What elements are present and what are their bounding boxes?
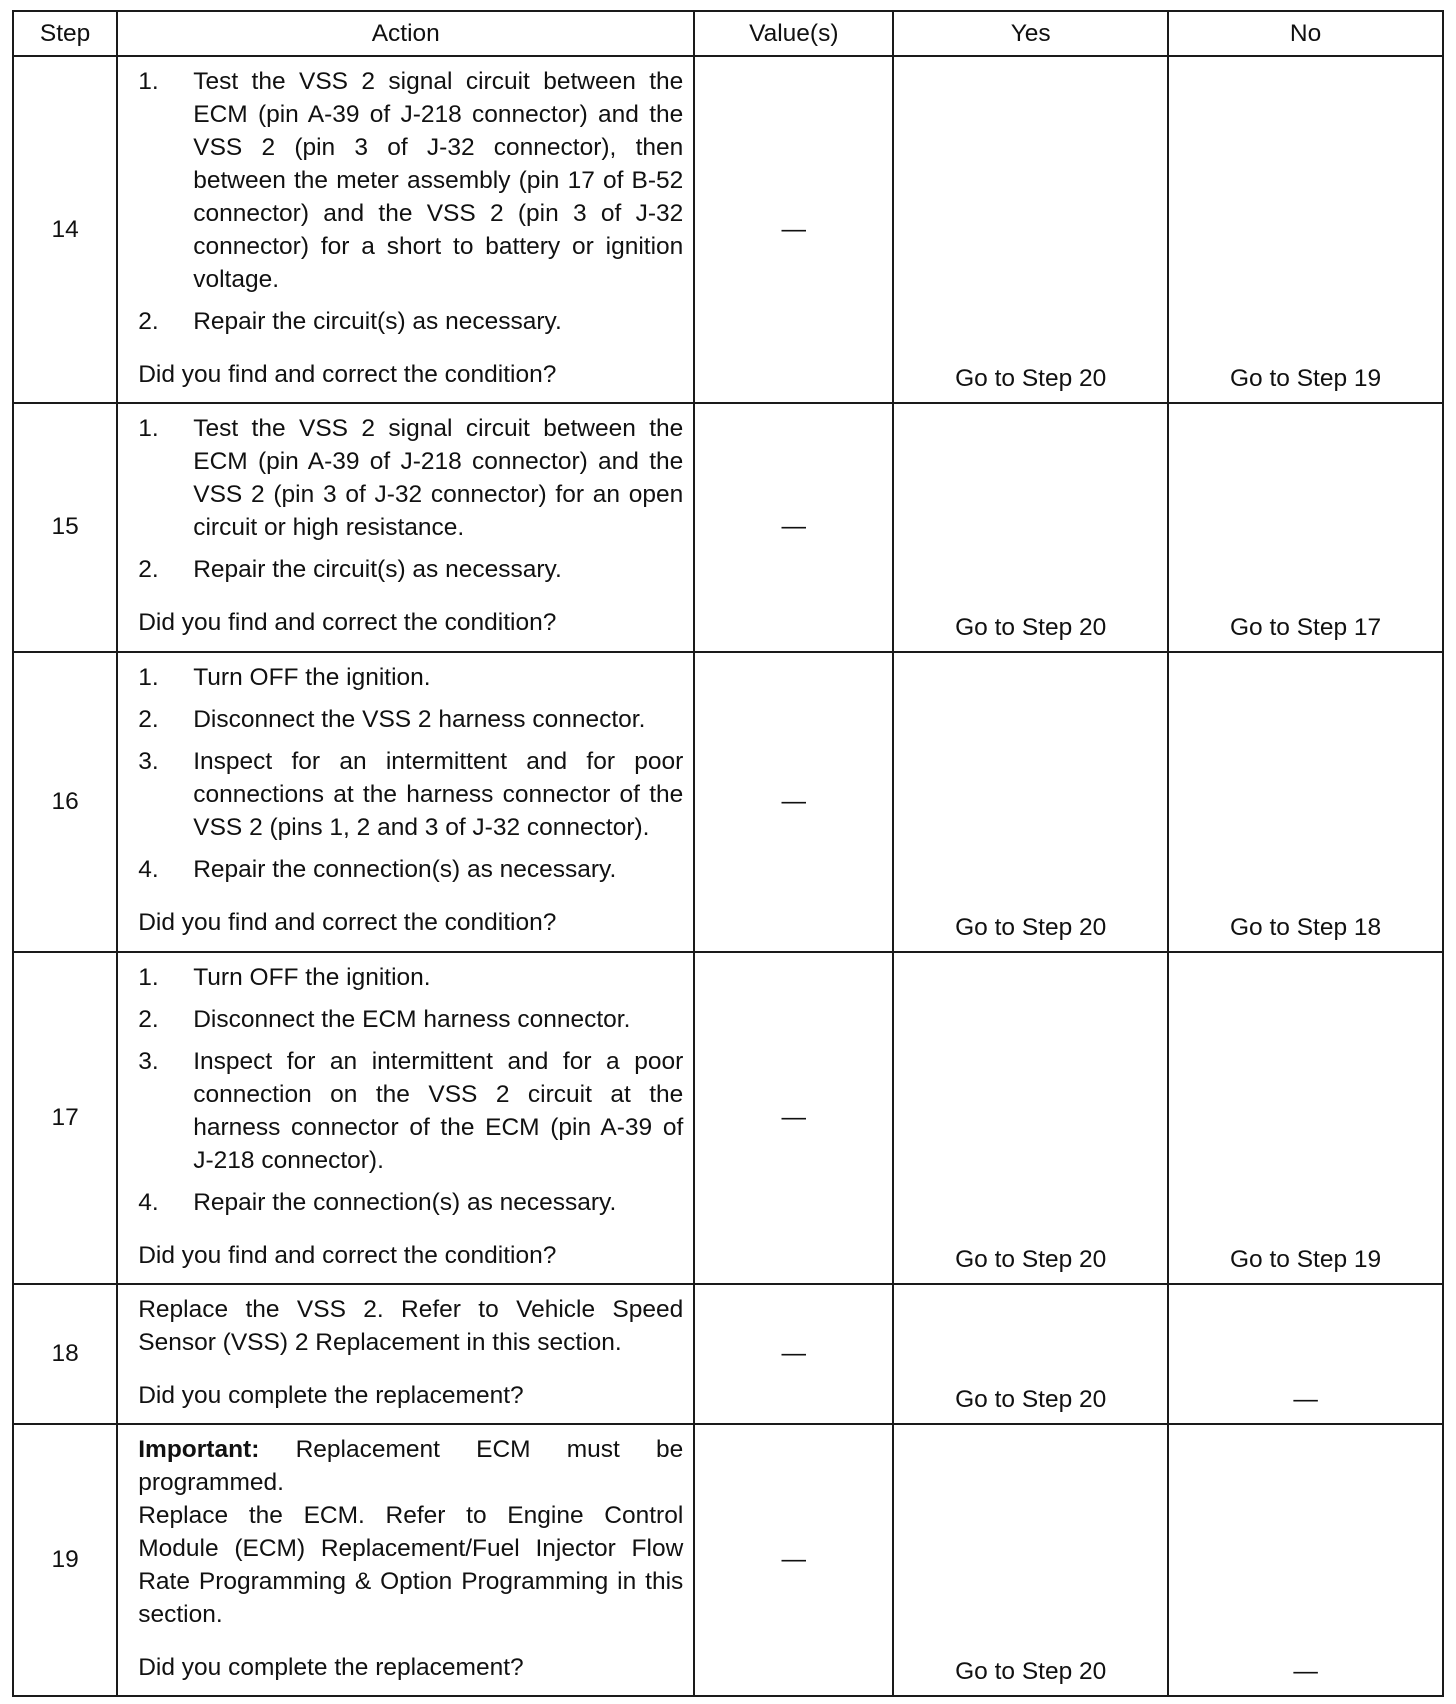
yes-cell: Go to Step 20 <box>893 1424 1168 1696</box>
action-cell <box>117 952 694 1284</box>
header-step: Step <box>13 11 117 56</box>
list-item: 1. Turn OFF the ignition. <box>138 663 431 691</box>
action-paragraph: Replace the ECM. Refer to Engine Control Module (ECM) Replacement/Fuel Injector Flow Rate Programming & Option Programming in this section. <box>138 1501 684 1628</box>
header-row <box>13 11 1443 56</box>
value-cell <box>694 1424 893 1696</box>
question: Did you complete the replacement? <box>138 1382 524 1410</box>
value-cell <box>694 952 893 1284</box>
yes-cell: Go to Step 20 <box>893 403 1168 651</box>
diagnostic-table <box>12 10 1444 1697</box>
step-number: 14 <box>13 56 117 403</box>
yes-cell: Go to Step 20 <box>893 652 1168 952</box>
no-cell: Go to Step 19 <box>1168 56 1443 403</box>
list-item: 2. Repair the circuit(s) as necessary. <box>138 556 562 584</box>
no-cell: Go to Step 19 <box>1168 952 1443 1284</box>
step-number: 17 <box>13 952 117 1284</box>
list-item: 1. Turn OFF the ignition. <box>138 963 431 991</box>
question: Did you find and correct the condition? <box>138 1241 557 1269</box>
no-cell: Go to Step 17 <box>1168 403 1443 651</box>
question: Did you find and correct the condition? <box>138 361 557 388</box>
table-row <box>13 652 1443 952</box>
step-number: 19 <box>13 1424 117 1696</box>
action-cell <box>117 652 694 952</box>
important-note <box>138 1433 683 1499</box>
table-row <box>13 952 1443 1284</box>
value-dash: — <box>781 1545 807 1573</box>
list-item: 4. Repair the connection(s) as necessary. <box>138 855 617 883</box>
no-cell: Go to Step 18 <box>1168 652 1443 952</box>
important-label: Important: <box>138 1435 260 1463</box>
action-cell <box>117 403 694 651</box>
action-cell <box>117 56 694 403</box>
yes-cell: Go to Step 20 <box>893 56 1168 403</box>
list-item: 1. Test the VSS 2 signal circuit between the ECM (pin A-39 of J-218 connector) and the VSS 2 (pin 3 of J-32 connector) for an open circuit or high resistance. <box>138 415 684 542</box>
value-dash: — <box>781 1104 807 1131</box>
question: Did you complete the replacement? <box>138 1653 524 1681</box>
value-dash: — <box>781 787 807 815</box>
header-yes: Yes <box>893 11 1168 56</box>
step-number: 18 <box>13 1284 117 1424</box>
question: Did you find and correct the condition? <box>138 908 557 936</box>
value-dash: — <box>781 1340 807 1367</box>
important-text: Replacement ECM must be programmed. <box>138 1435 684 1496</box>
list-item: 3. Inspect for an intermittent and for a poor connection on the VSS 2 circuit at the harness connector of the ECM (pin A-39 of J-218 connector). <box>138 1047 684 1174</box>
value-cell <box>694 403 893 651</box>
step-number: 15 <box>13 403 117 651</box>
list-item: 1. Test the VSS 2 signal circuit between the ECM (pin A-39 of J-218 connector) and the VSS 2 (pin 3 of J-32 connector), then between the meter assembly (pin 17 of B-52 connector) and the VSS 2 (pin 3 of J-32 connector) for a short to battery or ignition voltage. <box>138 68 684 293</box>
list-item: 2. Disconnect the VSS 2 harness connector. <box>138 705 646 733</box>
step-number: 16 <box>13 652 117 952</box>
list-item: 2. Repair the circuit(s) as necessary. <box>138 308 562 335</box>
value-dash: — <box>781 513 807 541</box>
action-cell <box>117 1424 694 1696</box>
table-row <box>13 403 1443 651</box>
table-row <box>13 1284 1443 1424</box>
table-row <box>13 56 1443 403</box>
action-cell <box>117 1284 694 1424</box>
list-item: 3. Inspect for an intermittent and for poor connections at the harness connector of the VSS 2 (pins 1, 2 and 3 of J-32 connector). <box>138 747 684 841</box>
list-item: 2. Disconnect the ECM harness connector. <box>138 1005 631 1033</box>
header-action: Action <box>117 11 694 56</box>
yes-cell: Go to Step 20 <box>893 952 1168 1284</box>
header-no: No <box>1168 11 1443 56</box>
yes-cell: Go to Step 20 <box>893 1284 1168 1424</box>
no-cell: — <box>1168 1284 1443 1424</box>
question: Did you find and correct the condition? <box>138 609 557 637</box>
value-cell <box>694 56 893 403</box>
header-values: Value(s) <box>694 11 893 56</box>
value-cell <box>694 1284 893 1424</box>
action-paragraph: Replace the VSS 2. Refer to Vehicle Speed Sensor (VSS) 2 Replacement in this section. <box>138 1296 684 1357</box>
no-cell: — <box>1168 1424 1443 1696</box>
table-row <box>13 1424 1443 1696</box>
value-cell <box>694 652 893 952</box>
value-dash: — <box>781 215 807 243</box>
list-item: 4. Repair the connection(s) as necessary. <box>138 1188 617 1216</box>
